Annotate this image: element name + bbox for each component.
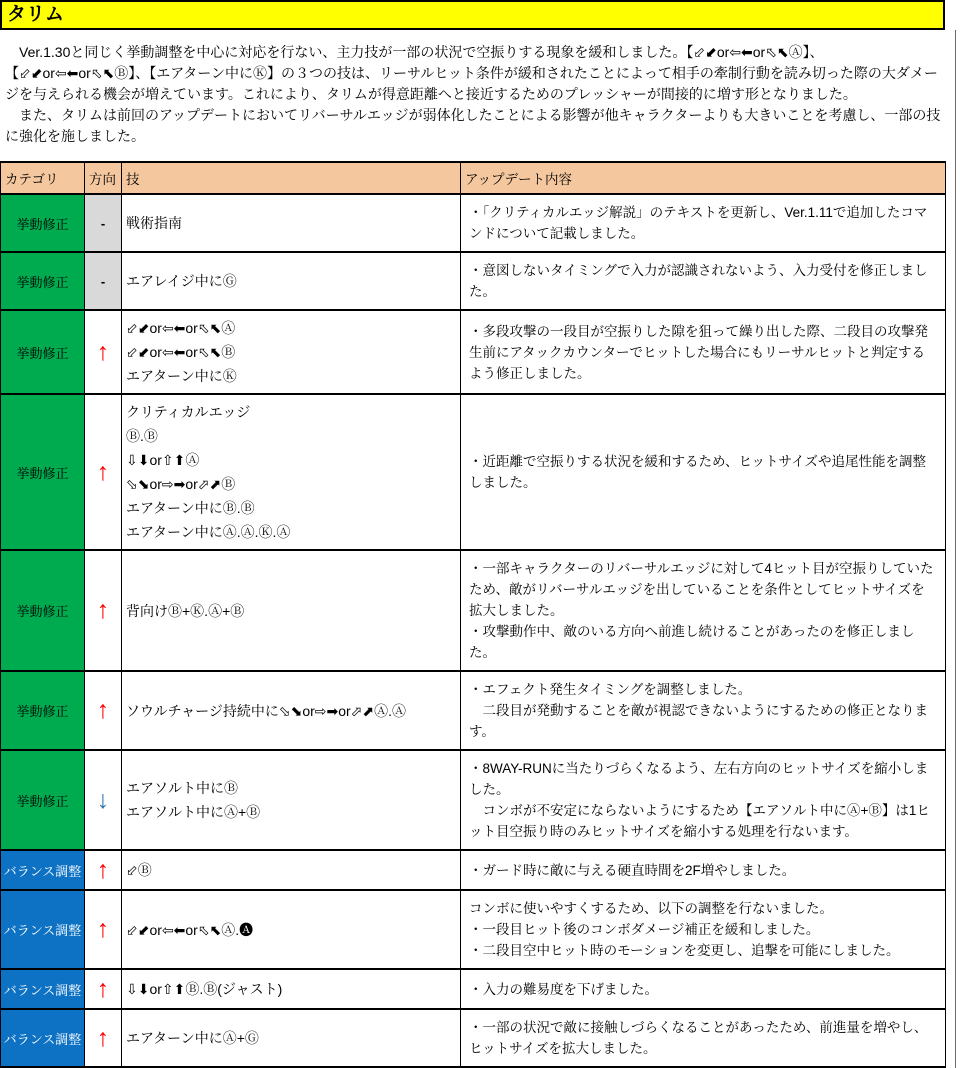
table-row [1,890,946,969]
direction-cell: ↑ [85,394,122,550]
update-cell [461,890,946,969]
update-cell [461,550,946,671]
category-cell: 挙動修正 [1,310,85,394]
direction-cell: ↑ [85,850,122,890]
patch-table [0,161,946,1068]
move-cell [122,394,461,550]
direction-cell: - [85,194,122,252]
move-command: 戦術指南 [126,215,182,231]
move-cell [122,550,461,671]
move-command: エアソルト中にⒷ [126,780,238,796]
table-row [1,969,946,1009]
update-cell [461,394,946,550]
update-text: ・一部キャラクターのリバーサルエッジに対して4ヒット目が空振りしていたため、敵がリバーサルエッジを出していることを条件としてヒットサイズを拡大しました。 [469,561,934,618]
update-cell [461,750,946,850]
intro-paragraph-1: Ver.1.30と同じく挙動調整を中心に対応を行ない、主力技が一部の状況で空振りする現象を緩和しました。【⬃⬋or⇦⬅or⬁⬉Ⓐ】、【⬃⬋or⇦⬅or⬁⬉Ⓑ】、【エアターン中にⓀ】の３つの技は、リーサルヒット条件が緩和されたことによって相手の牽制行動を読み切った際の大ダメージを与えられる機会が増えています。これにより、タリムが得意距離へと接近するためのプレッシャーが間接的に増す形となりました。 [5,44,938,102]
table-header-row [1,162,946,194]
table-row [1,750,946,850]
category-cell: 挙動修正 [1,550,85,671]
update-text: ・一部の状況で敵に接触しづらくなることがあったため、前進量を増やし、ヒットサイズを拡大しました。 [469,1020,928,1056]
direction-cell: ↓ [85,750,122,850]
table-row [1,550,946,671]
move-command: エアターン中にⒷ.Ⓑ [126,500,255,516]
direction-cell: - [85,252,122,310]
category-cell: 挙動修正 [1,671,85,750]
move-command: 背向けⒷ+Ⓚ.Ⓐ+Ⓑ [126,602,245,619]
category-cell: バランス調整 [1,1009,85,1067]
update-cell [461,969,946,1009]
direction-cell: ↑ [85,1009,122,1067]
move-command: ソウルチャージ持続中に⬂⬊or⇨➡or⬀⬈Ⓐ.Ⓐ [126,702,407,719]
update-text: ・二段目空中ヒット時のモーションを変更し、追撃を可能にしました。 [469,943,900,958]
table-row [1,671,946,750]
update-text: ・一段目ヒット後のコンボダメージ補正を緩和しました。 [469,922,820,937]
move-command: ⬃⬋or⇦⬅or⬁⬉Ⓐ [126,320,236,336]
move-cell [122,310,461,394]
update-text: 二段目が発動することを敵が視認できないようにするための修正となります。 [469,703,928,739]
move-command: ⬃Ⓑ [126,862,152,878]
category-cell: バランス調整 [1,890,85,969]
category-cell: バランス調整 [1,850,85,890]
direction-cell: ↑ [85,671,122,750]
table-body [1,194,946,1067]
move-cell [122,850,461,890]
move-command: ⇩⬇or⇧⬆Ⓑ.Ⓑ(ジャスト) [126,981,283,997]
update-text: ・意図しないタイミングで入力が認識されないよう、入力受付を修正しました。 [469,263,928,299]
table-row [1,194,946,252]
update-text: ・攻撃動作中、敵のいる方向へ前進し続けることがあったのを修正しました。 [469,624,915,660]
direction-cell: ↑ [85,550,122,671]
table-row [1,850,946,890]
character-title: タリム [0,0,945,30]
move-command: エアターン中にⒶ.Ⓐ.Ⓚ.Ⓐ [126,524,291,540]
column-header-category: カテゴリ [1,162,85,194]
column-header-direction: 方向 [85,162,122,194]
column-header-move: 技 [122,162,461,194]
direction-cell: ↑ [85,310,122,394]
move-cell [122,750,461,850]
update-text: ・入力の難易度を下げました。 [469,981,658,997]
update-text: ・エフェクト発生タイミングを調整しました。 [469,682,752,697]
update-cell [461,671,946,750]
direction-cell: ↑ [85,890,122,969]
move-cell [122,890,461,969]
move-command: エアレイジ中にⒼ [126,273,237,289]
move-cell [122,969,461,1009]
column-header-update: アップデート内容 [461,162,946,194]
update-text: ・ガード時に敵に与える硬直時間を2F増やしました。 [469,862,796,878]
move-command: エアターン中にⓀ [126,368,237,384]
update-text: コンボに使いやすくするため、以下の調整を行ないました。 [469,901,833,916]
category-cell: 挙動修正 [1,750,85,850]
move-cell [122,671,461,750]
update-text: ・8WAY-RUNに当たりづらくなるよう、左右方向のヒットサイズを縮小しました。 [469,761,929,797]
move-command: クリティカルエッジ [126,404,251,420]
move-cell [122,1009,461,1067]
move-command: Ⓑ.Ⓑ [126,428,158,444]
page-edge-line [955,30,956,1068]
update-cell [461,1009,946,1067]
move-command: ⬃⬋or⇦⬅or⬁⬉Ⓑ [126,344,236,360]
update-text: ・「クリティカルエッジ解説」のテキストを更新し、Ver.1.11で追加したコマンドについて記載しました。 [469,205,928,241]
update-cell [461,310,946,394]
update-text: ・多段攻撃の一段目が空振りした隙を狙って繰り出した際、二段目の攻撃発生前にアタックカウンターでヒットした場合にもリーサルヒットと判定するよう修正しました。 [469,323,928,381]
move-cell [122,252,461,310]
intro-text [0,30,951,161]
move-command: ⬃⬋or⇦⬅or⬁⬉Ⓐ.🅐 [126,921,254,938]
table-row [1,394,946,550]
category-cell: 挙動修正 [1,194,85,252]
move-command: ⬂⬊or⇨➡or⬀⬈Ⓑ [126,476,236,492]
update-cell [461,850,946,890]
update-text: コンボが不安定にならないようにするため【エアソルト中にⒶ+Ⓑ】は1ヒット目空振り時のみヒットサイズを縮小する処理を行ないます。 [469,803,930,839]
category-cell: 挙動修正 [1,394,85,550]
move-command: エアソルト中にⒶ+Ⓑ [126,804,261,820]
update-text: ・近距離で空振りする状況を緩和するため、ヒットサイズや追尾性能を調整しました。 [469,454,926,490]
category-cell: 挙動修正 [1,252,85,310]
table-row [1,1009,946,1067]
category-cell: バランス調整 [1,969,85,1009]
table-row [1,252,946,310]
intro-paragraph-2: また、タリムは前回のアップデートにおいてリバーサルエッジが弱体化したことによる影響が他キャラクターよりも大きいことを考慮し、一部の技に強化を施しました。 [5,107,941,144]
direction-cell: ↑ [85,969,122,1009]
move-cell [122,194,461,252]
move-command: ⇩⬇or⇧⬆Ⓐ [126,452,200,468]
update-cell [461,252,946,310]
table-row [1,310,946,394]
update-cell [461,194,946,252]
move-command: エアターン中にⒶ+Ⓖ [126,1030,259,1046]
